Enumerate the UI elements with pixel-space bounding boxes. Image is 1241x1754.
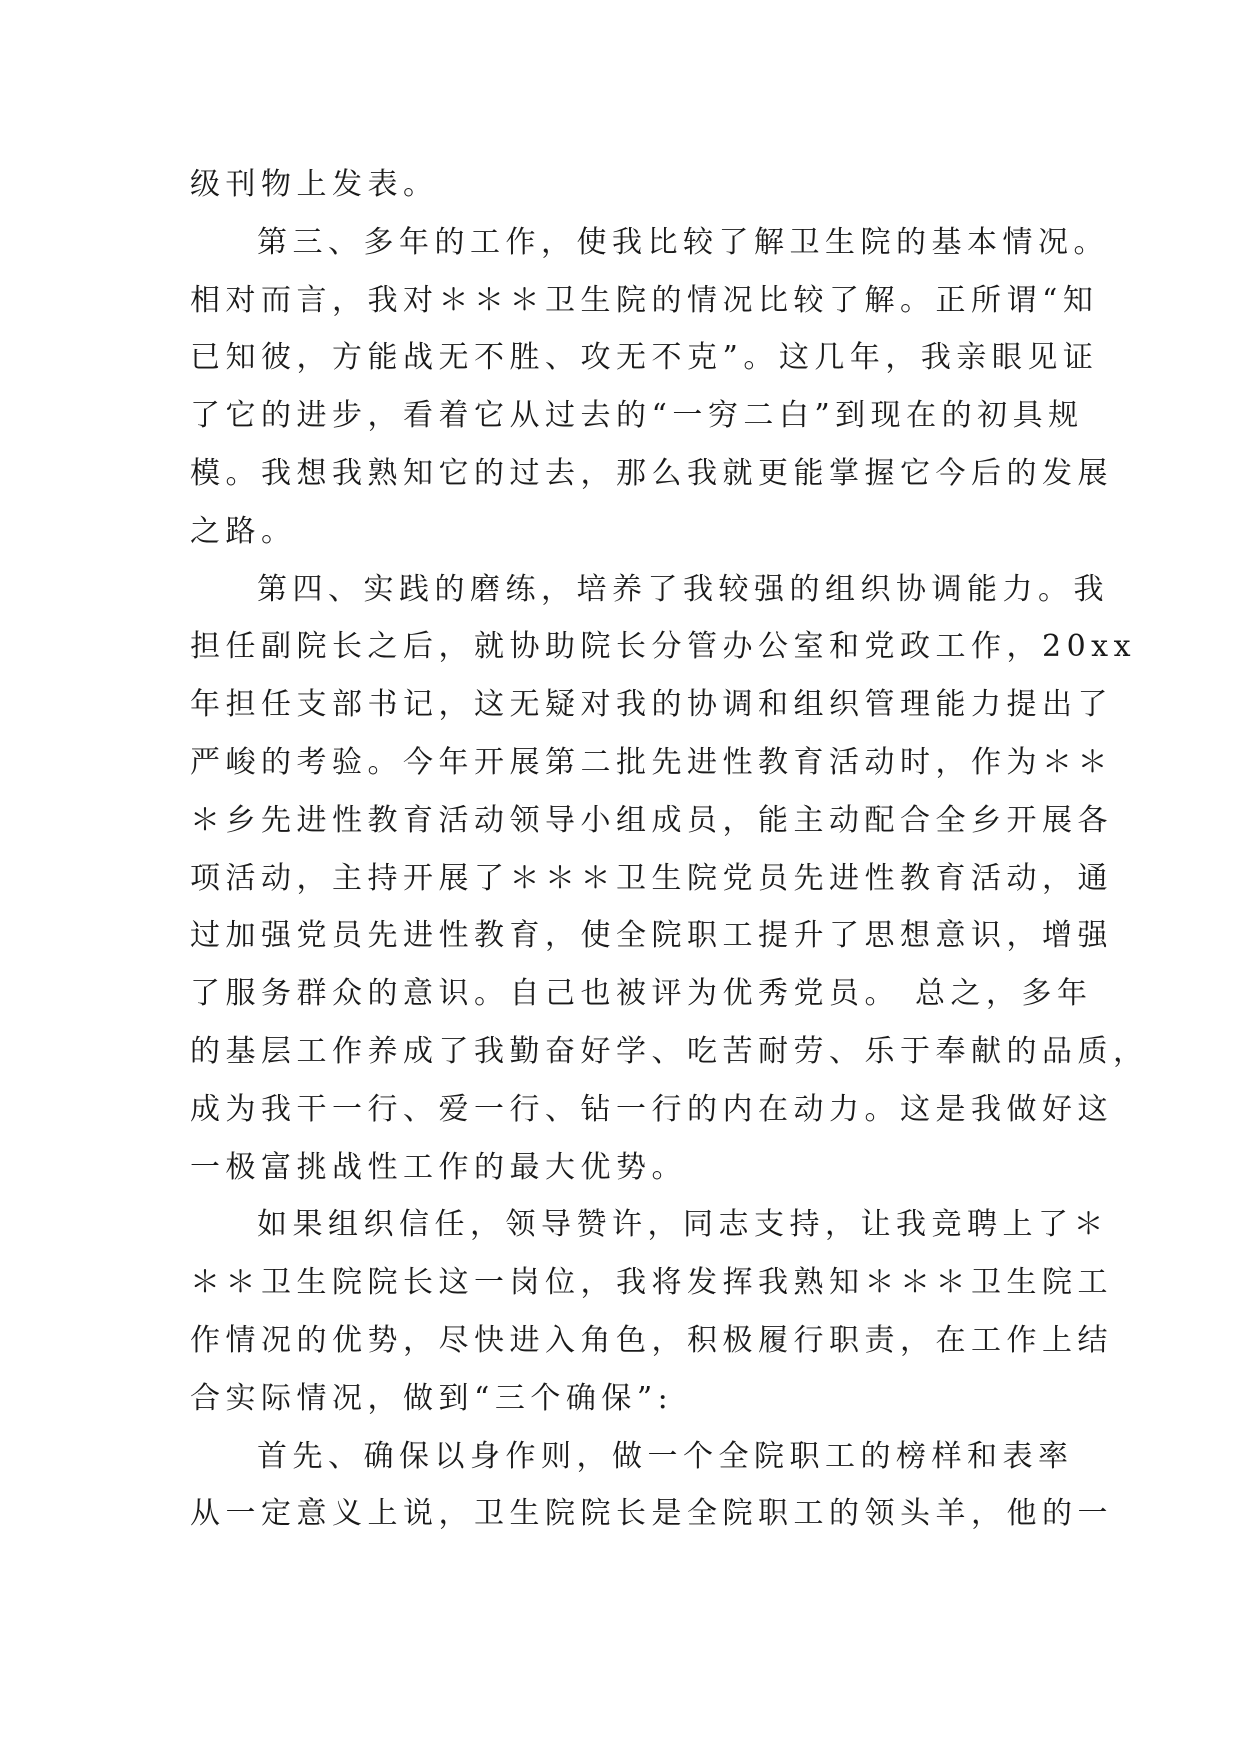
- text-line: 了它的进步，看着它从过去的“一穷二白”到现在的初具规: [190, 398, 1084, 434]
- text-line: 相对而言，我对＊＊＊卫生院的情况比较了解。正所谓“知: [190, 282, 1099, 318]
- text-line: 年担任支部书记，这无疑对我的协调和组织管理能力提出了: [190, 687, 1113, 723]
- text-line: 作情况的优势，尽快进入角色，积极履行职责，在工作上结: [190, 1322, 1113, 1358]
- text-line: 第三、多年的工作，使我比较了解卫生院的基本情况。: [257, 224, 1109, 260]
- text-line: 过加强党员先进性教育，使全院职工提升了思想意识，增强: [190, 918, 1113, 954]
- text-line: 的基层工作养成了我勤奋好学、吃苦耐劳、乐于奉献的品质，: [190, 1033, 1149, 1069]
- text-line: ＊乡先进性教育活动领导小组成员，能主动配合全乡开展各: [190, 802, 1113, 838]
- text-line: 级刊物上发表。: [190, 167, 439, 202]
- text-line: 项活动，主持开展了＊＊＊卫生院党员先进性教育活动，通: [190, 860, 1113, 896]
- text-line: 成为我干一行、爱一行、钻一行的内在动力。这是我做好这: [190, 1091, 1113, 1127]
- text-line: 第四、实践的磨练，培养了我较强的组织协调能力。我: [257, 571, 1109, 607]
- text-line: ＊＊卫生院院长这一岗位，我将发挥我熟知＊＊＊卫生院工: [190, 1265, 1113, 1301]
- text-line: 首先、确保以身作则，做一个全院职工的榜样和表率: [257, 1438, 1074, 1474]
- text-line: 模。我想我熟知它的过去，那么我就更能掌握它今后的发展: [190, 455, 1113, 491]
- document-body: [190, 156, 1149, 1543]
- text-line: 了服务群众的意识。自己也被评为优秀党员。 总之，多年: [190, 976, 1093, 1012]
- text-line: 如果组织信任，领导赞许，同志支持，让我竞聘上了＊: [257, 1207, 1109, 1243]
- text-line: 从一定意义上说，卫生院院长是全院职工的领头羊，他的一: [190, 1496, 1113, 1532]
- text-line: 一极富挑战性工作的最大优势。: [190, 1149, 687, 1185]
- text-line: 担任副院长之后，就协助院长分管办公室和党政工作，20xx: [190, 629, 1137, 665]
- text-line: 合实际情况，做到“三个确保”:: [190, 1380, 674, 1416]
- text-line: 严峻的考验。今年开展第二批先进性教育活动时，作为＊＊: [190, 744, 1113, 780]
- text-line: 已知彼，方能战无不胜、攻无不克”。这几年，我亲眼见证: [190, 340, 1099, 376]
- text-line: 之路。: [190, 513, 297, 549]
